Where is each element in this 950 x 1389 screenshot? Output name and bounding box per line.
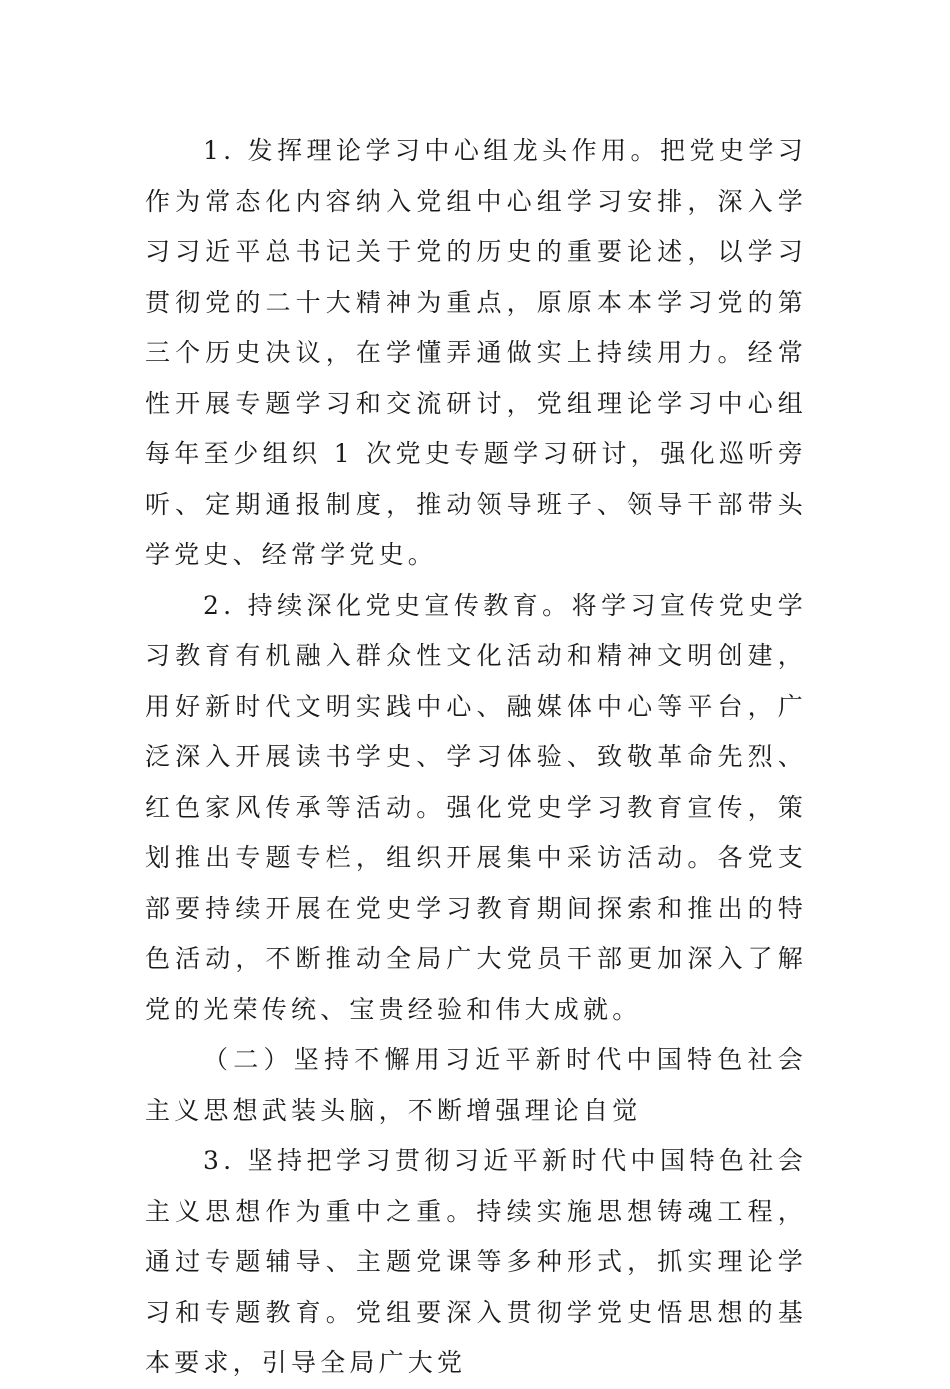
section-heading-2: （二）坚持不懈用习近平新时代中国特色社会主义思想武装头脑，不断增强理论自觉 (145, 1045, 807, 1125)
paragraph-2: 2. 持续深化党史宣传教育。将学习宣传党史学习教育有机融入群众性文化活动和精神文明创建，用好新时代文明实践中心、融媒体中心等平台，广泛深入开展读书学史、学习体验、致敬革命先烈、红色家风传承等活动。强化党史学习教育宣传，策划推出专题专栏，组织开展集中采访活动。各党支部要持续开展在党史学习教育期间探索和推出的特色活动，不断推动全局广大党员干部更加深入了解党的光荣传统、宝贵经验和伟大成就。 (145, 590, 807, 1024)
paragraph-1: 1. 发挥理论学习中心组龙头作用。把党史学习作为常态化内容纳入党组中心组学习安排，深入学习习近平总书记关于党的历史的重要论述，以学习贯彻党的二十大精神为重点，原原本本学习党的第三个历史决议，在学懂弄通做实上持续用力。经常性开展专题学习和交流研讨，党组理论学习中心组每年至少组织 1 次党史专题学习研讨，强化巡听旁听、定期通报制度，推动领导班子、领导干部带头学党史、经常学党史。 (145, 136, 807, 569)
paragraph-3: 3. 坚持把学习贯彻习近平新时代中国特色社会主义思想作为重中之重。持续实施思想铸魂工程，通过专题辅导、主题党课等多种形式，抓实理论学习和专题教育。党组要深入贯彻学党史悟思想的基本要求，引导全局广大党 (145, 1146, 807, 1377)
document-body (145, 126, 807, 1389)
